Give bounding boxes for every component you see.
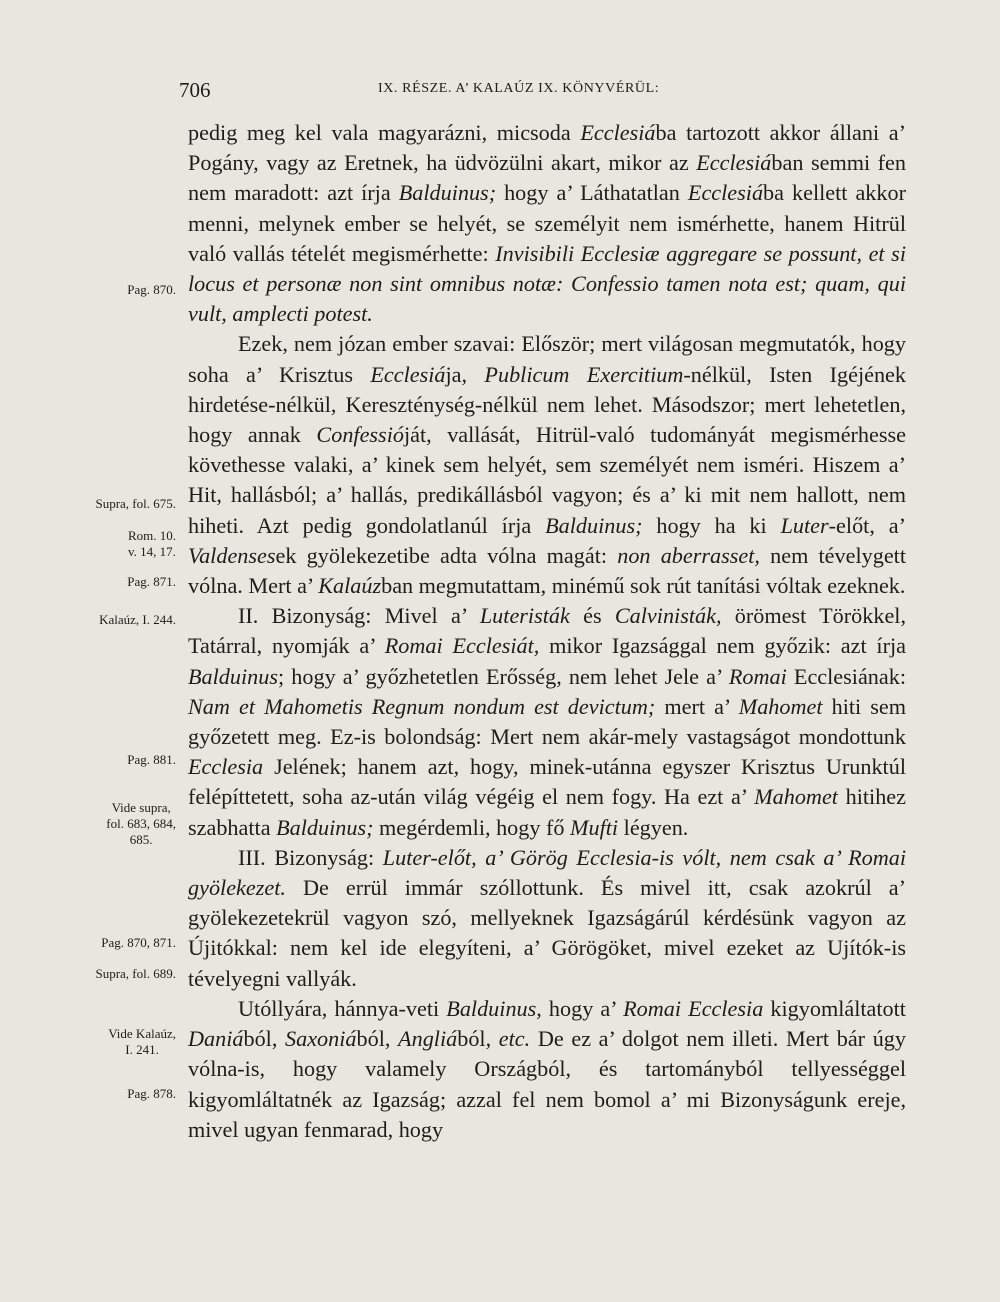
margin-note-vide-kalauz: Vide Kalaúz, I. 241. bbox=[108, 1026, 176, 1057]
running-head: IX. RÉSZE. A’ KALAÚZ IX. KÖNYVÉRÜL: bbox=[378, 81, 660, 96]
margin-note-pag-881: Pag. 881. bbox=[127, 752, 176, 767]
margin-note-kalauz-244: Kalaúz, I. 244. bbox=[99, 612, 176, 627]
paragraph: III. Bizonyság: Luter-előt, a’ Görög Ecclesia-is vólt, nem csak a’ Romai gyölekezet. De errül immár szóllottunk. És mivel itt, csak azokrúl a’ gyölekezetekrül vagyon szó, mellyeknek Igazságárúl kérdésünk vagyon az Újitókkal: nem kel ide elegyíteni, a’ Görögöket, mivel ezeket az Ujítók-is tévelyegni vallyák. bbox=[188, 844, 906, 991]
margin-note-vide-supra: Vide supra, fol. 683, 684, 685. bbox=[106, 800, 176, 847]
margin-note-pag-870-871: Pag. 870, 871. bbox=[101, 935, 176, 950]
margin-note-pag-871: Pag. 871. bbox=[127, 574, 176, 589]
paragraph: II. Bizonyság: Mivel a’ Luteristák és Calvinisták, örömest Törökkel, Tatárral, nyomják a’ Romai Ecclesiát, mikor Igazsággal nem győzik: azt írja Balduinus; hogy a’ győzhetetlen Erősség, nem lehet Jele a’ Romai Ecclesiának: Nam et Mahometis Regnum nondum est devictum; mert a’ Mahomet hiti sem győzetett meg. Ez-is bolondság: Mert nem akár-mely vastagságot mondottunk Ecclesia Jelének; hanem azt, hogy, minek-utánna egyszer Krisztus Urunktúl felépíttetett, soha az-után világ végéig el nem fogy. Ha ezt a’ Mahomet hitihez szabhatta Balduinus; megérdemli, hogy fő Mufti légyen. bbox=[188, 603, 907, 840]
margin-note-supra-689: Supra, fol. 689. bbox=[95, 966, 176, 981]
margin-note-rom-10: Rom. 10. v. 14, 17. bbox=[127, 528, 176, 559]
paragraph: pedig meg kel vala magyarázni, micsoda Ecclesiába tartozott akkor állani a’ Pogány, vagy az Eretnek, ha üdvözülni akart, mikor az Ecclesiában semmi fen nem maradott: azt írja Balduinus; hogy a’ Láthatatlan Ecclesiába kellett akkor menni, melynek ember se helyét, se személyit nem ismérhette, hanem Hitrül való vallás tételét megismérhette: Invisibili Ecclesiæ aggregare se possunt, et si locus et personæ non sint omnibus notæ: Confessio tamen nota est; quam, qui vult, amplecti potest. bbox=[188, 120, 906, 327]
page-number: 706 bbox=[179, 78, 211, 102]
paragraph: Ezek, nem józan ember szavai: Először; mert világosan megmutatók, hogy soha a’ Krisztus Ecclesiája, Publicum Exercitium-nélkül, Isten Igéjének hirdetése-nélkül, Kereszténység-nélkül nem lehet. Másodszor; mert lehetetlen, hogy annak Confessióját, vallását, Hitrül-való tudományát megismérhesse követhesse valaki, a’ kinek sem helyét, sem személyét nem isméri. Hiszem a’ Hit, hallásból; a’ hallás, predikállásból vagyon; és a’ ki mit nem hallott, nem hiheti. Azt pedig gondolatlanúl írja Balduinus; hogy ha ki Luter-előt, a’ Valdensesek gyölekezetibe adta vólna magát: non aberrasset, nem tévelygett vólna. Mert a’ Kalaúzban megmutattam, minémű sok rút tanítási vóltak ezeknek. bbox=[188, 331, 907, 599]
margin-note-pag-870: Pag. 870. bbox=[127, 282, 176, 297]
margin-note-pag-878: Pag. 878. bbox=[127, 1086, 176, 1101]
margin-notes bbox=[0, 0, 188, 1302]
margin-note-supra-675: Supra, fol. 675. bbox=[95, 496, 176, 511]
paragraph: Utóllyára, hánnya-veti Balduinus, hogy a’ Romai Ecclesia kigyomláltatott Daniából, Saxoniából, Angliából, etc. De ez a’ dolgot nem illeti. Mert bár úgy vólna-is, hogy valamely Országból, és tartományból tellyességgel kigyomláltatnék az Igazság; azzal fel nem bomol a’ mi Bizonyságunk ereje, mivel ugyan fenmarad, hogy bbox=[188, 995, 906, 1142]
main-text bbox=[188, 118, 906, 1145]
